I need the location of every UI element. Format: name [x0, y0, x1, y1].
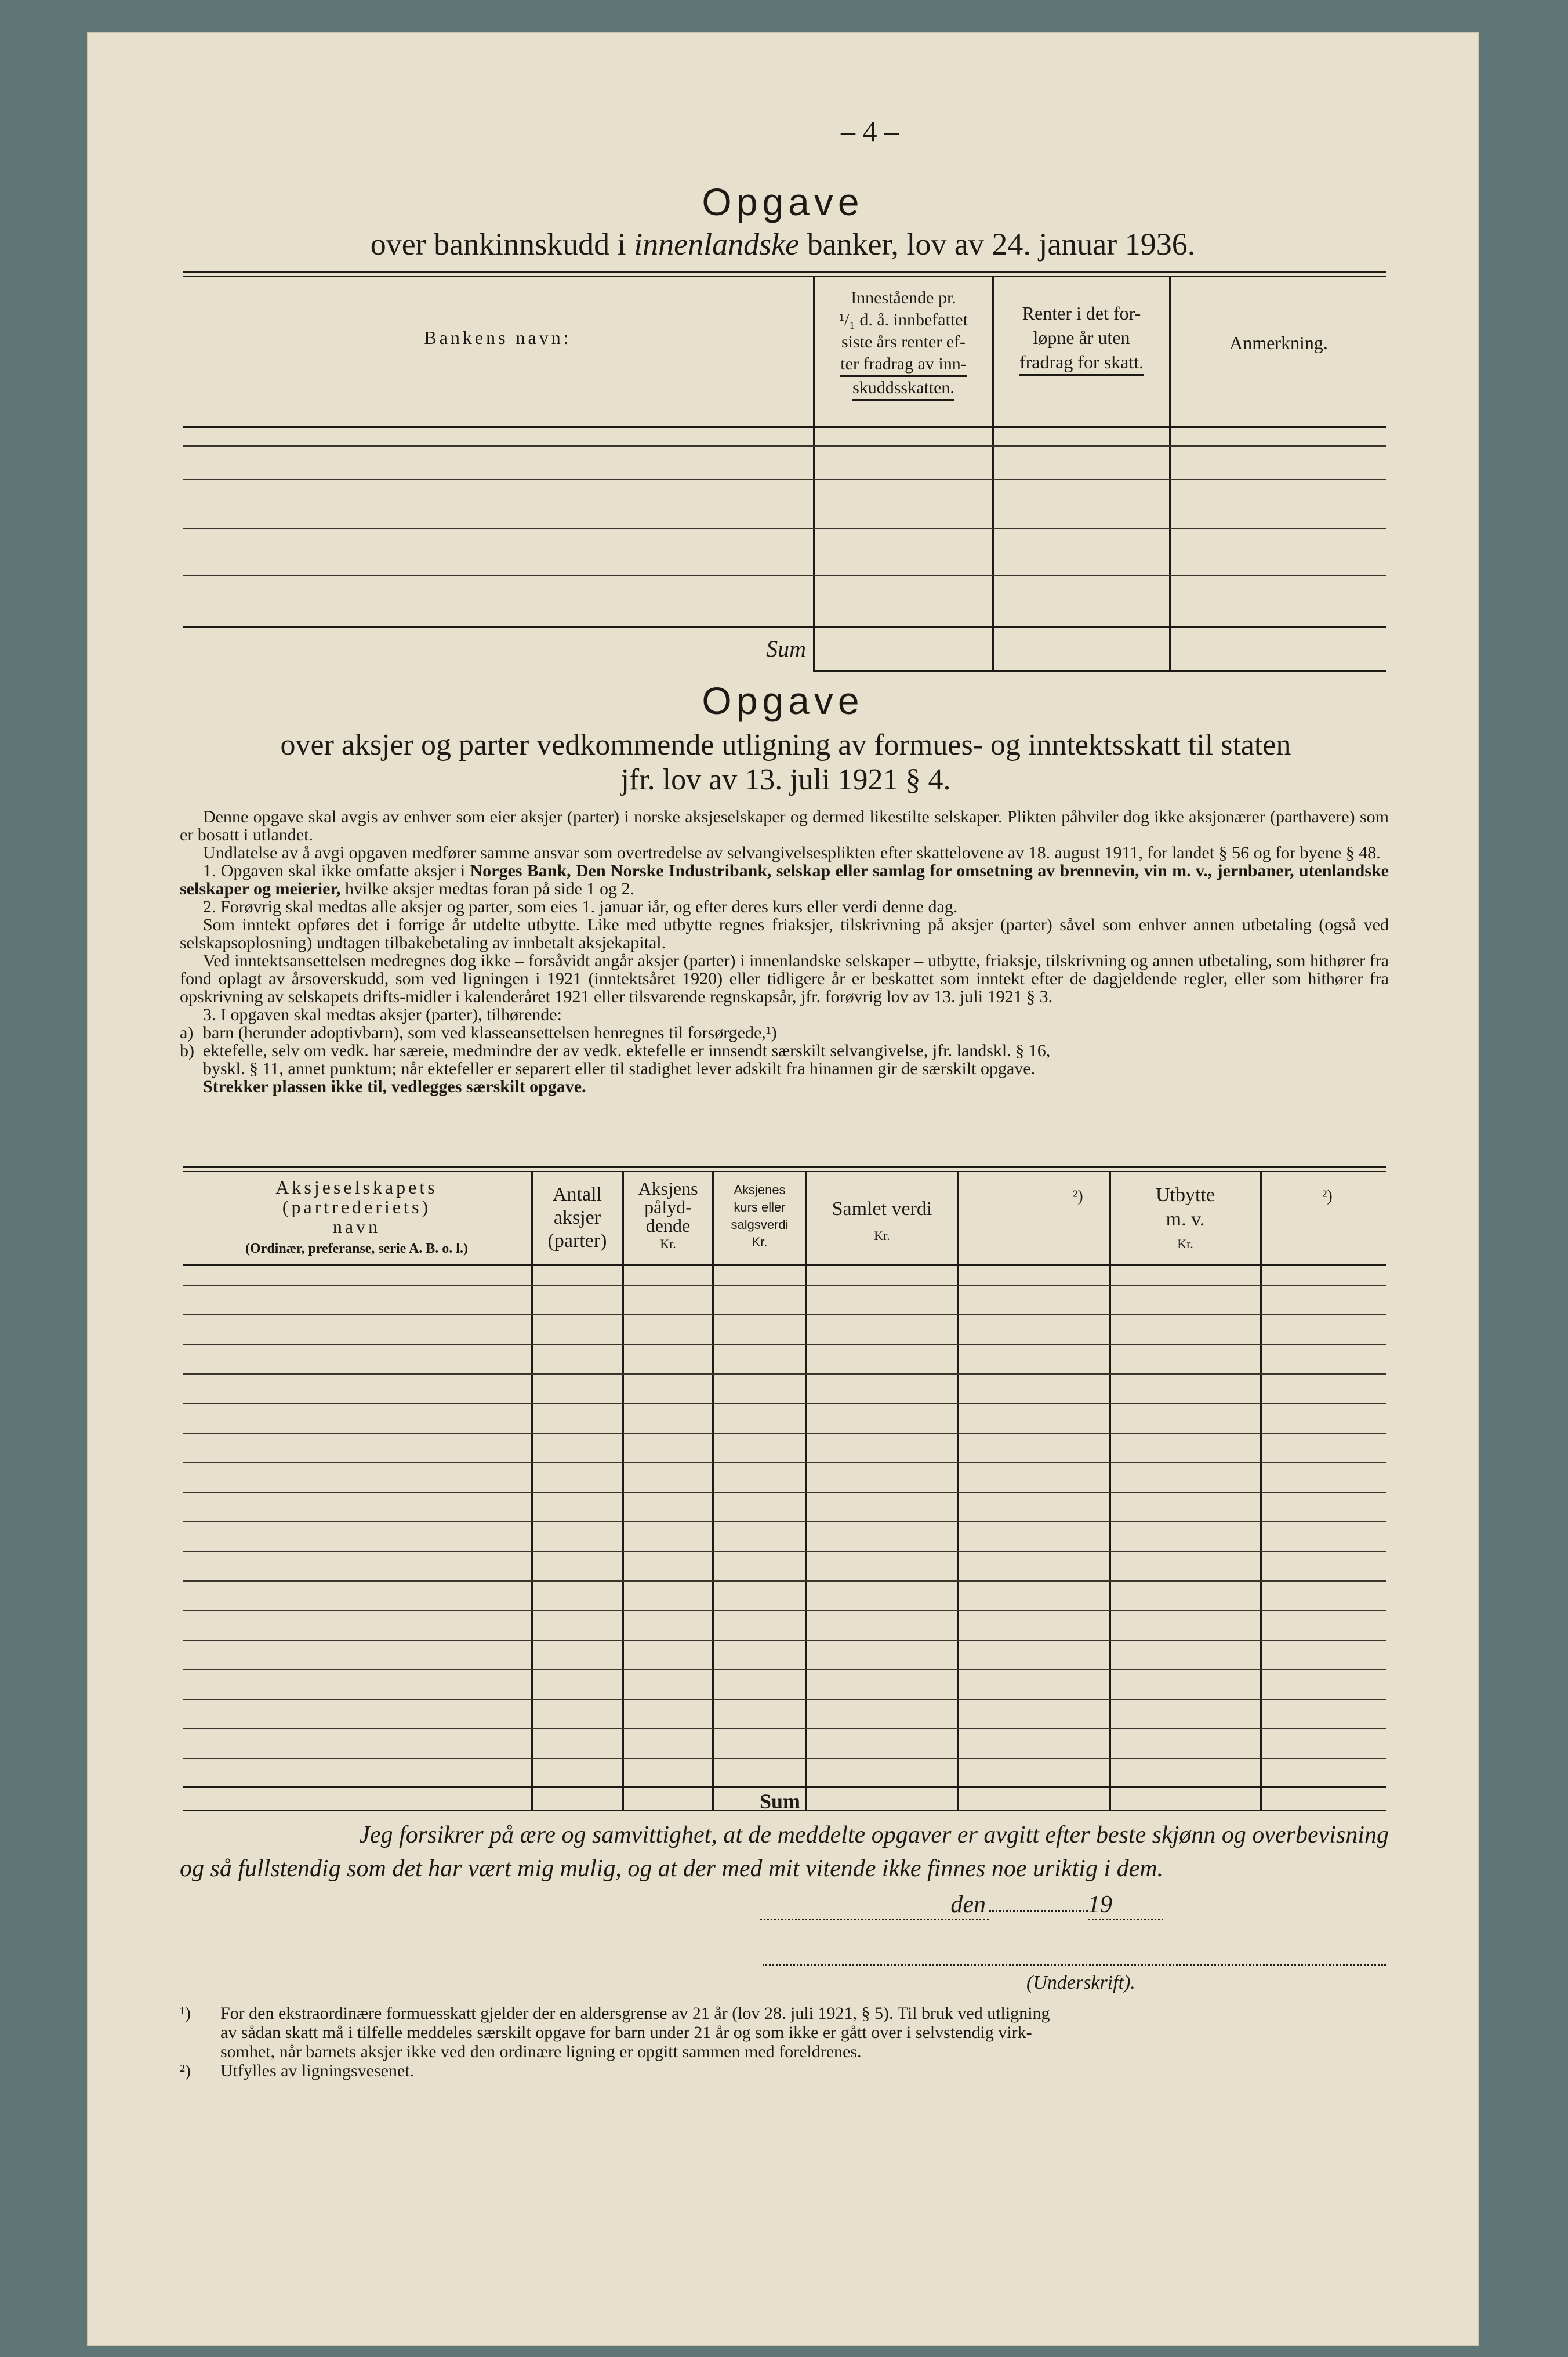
declaration-line: Jeg forsikrer på ære og samvittighet, at de meddelte opgaver er avgitt efter beste skjønn og overbevisning	[359, 1822, 1389, 1848]
footnote-line: av sådan skatt må i tilfelle meddeles særskilt opgave for barn under 21 år og som ikke er gått over i selvstendig virk-	[220, 2023, 1032, 2042]
shares-row-line	[183, 1462, 1386, 1463]
date-field[interactable]	[989, 1910, 1088, 1912]
header-line: pålyd-	[644, 1196, 692, 1217]
item-text: ektefelle, selv om vedk. har særeie, medmindre der av vedk. ektefelle er innsendt særskilt selvangivelse, jfr. landskl. § 16,	[203, 1041, 1051, 1060]
shares-row-line	[183, 1373, 1386, 1375]
footnote-1	[180, 2004, 1389, 2061]
footnote-line: For den ekstraordinære formuesskatt gjelder der en aldersgrense av 21 år (lov 28. juli 1921, § 5). Til bruk ved utligning	[220, 2004, 1050, 2023]
bank-row-line	[183, 445, 1386, 447]
footnote-mark: ²)	[180, 2061, 191, 2080]
shares-col-divider	[1260, 1172, 1262, 1810]
company-header-line: navn	[332, 1216, 381, 1237]
instruction-item-3b	[180, 1042, 1389, 1060]
extra-sheet-note: Strekker plassen ikke til, vedlegges særskilt opgave.	[203, 1077, 586, 1096]
shares-col-divider	[531, 1172, 533, 1810]
instruction-omission: Undlatelse av å avgi opgaven medfører samme ansvar som overtredelse av selvangivelsesplikten efter skattelovene av 18. august 1911, for landet § 56 og for byene § 48.	[203, 843, 1381, 862]
page-number: – 4 –	[841, 115, 899, 147]
item-text: hvilke aksjer medtas foran på side 1 og 2.	[340, 879, 634, 898]
footnote-ref-2: ²)	[1073, 1187, 1083, 1205]
bank-row-line	[183, 575, 1386, 576]
header-line: m. v.	[1166, 1209, 1205, 1230]
form-page	[87, 32, 1479, 2346]
shares-col-divider	[712, 1172, 714, 1810]
shares-col-divider	[957, 1172, 959, 1810]
shares-row-line	[183, 1580, 1386, 1582]
balance-header-line: ter fradrag av inn-	[840, 353, 966, 377]
subtitle-italic: innenlandske	[634, 227, 800, 262]
interest-header	[994, 301, 1169, 376]
header-line: Kr.	[660, 1236, 676, 1251]
instruction-item-1	[180, 862, 1389, 898]
instruction-item-2b: Som inntekt opføres det i forrige år utdelte utbytte. Like med utbytte regnes friaksjer, tilskrivning på aksjer (parter) såvel som enhver annen utbetaling (også ved selskapsoplosning) undtagen tilbakebetaling av innbetalt aksjekapital.	[180, 915, 1389, 952]
shares-table-top-rule	[183, 1166, 1386, 1168]
shares-sum-rule	[183, 1786, 1386, 1788]
shares-row-line	[183, 1403, 1386, 1404]
declaration-line: og så fullstendig som det har vært mig mulig, og at der med mit vitende ikke finnes noe uriktig i dem.	[180, 1855, 1164, 1882]
shares-table-top-rule-2	[183, 1171, 1386, 1172]
bank-section-subtitle	[87, 226, 1479, 262]
header-line: Kr.	[874, 1228, 890, 1243]
shares-row-line	[183, 1344, 1386, 1345]
instruction-item-3b-cont: byskl. § 11, annet punktum; når ektefeller er separert eller til stadighet lever adskilt fra hinannen gir de særskilt opgave.	[203, 1059, 1036, 1078]
instructions	[180, 808, 1389, 1096]
bank-row-line	[183, 479, 1386, 480]
interest-header-line: fradrag for skatt.	[1019, 350, 1144, 376]
shares-row-line	[183, 1669, 1386, 1670]
balance-header-line: siste års renter ef-	[841, 332, 966, 351]
shares-col-divider	[1109, 1172, 1111, 1810]
signature-field[interactable]	[763, 1959, 1386, 1966]
dividend-header	[1111, 1183, 1260, 1256]
company-header-line: Aksjeselskapets	[275, 1177, 438, 1198]
remark-header: Anmerkning.	[1229, 332, 1328, 353]
footnotes	[180, 2004, 1389, 2080]
shares-row-line	[183, 1728, 1386, 1729]
bank-section-title: Opgave	[702, 180, 864, 223]
subtitle-line: over aksjer og parter vedkommende utligning av formues- og inntektsskatt til staten	[280, 728, 1291, 762]
subtitle-part: banker, lov av 24. januar 1936.	[799, 227, 1196, 262]
face-value-header	[624, 1179, 712, 1253]
shares-col-divider	[805, 1172, 807, 1810]
header-line: Aksjens	[638, 1178, 698, 1199]
header-line: (parter)	[547, 1230, 607, 1252]
shares-row-line	[183, 1521, 1386, 1522]
bank-header-rule	[183, 426, 1386, 428]
list-label: b)	[180, 1041, 194, 1060]
footnote-line: somhet, når barnets aksjer ikke ved den ordinære ligning er opgitt sammen med foreldrenes.	[220, 2042, 862, 2061]
shares-header-rule	[183, 1264, 1386, 1266]
shares-row-line	[183, 1285, 1386, 1286]
balance-header-line: ¹/₁ d. å. innbefattet	[839, 310, 968, 329]
balance-header-line: Innestående pr.	[851, 288, 956, 307]
date-line	[760, 1891, 1163, 1920]
company-header-line: (partrederiets)	[282, 1196, 431, 1217]
signature-caption: (Underskrift).	[1026, 1972, 1135, 1993]
shares-row-line	[183, 1758, 1386, 1759]
header-line: Kr.	[752, 1235, 768, 1249]
header-line: salgsverdi	[731, 1217, 789, 1232]
footnote-ref-2: ²)	[1322, 1187, 1333, 1205]
shares-row-line	[183, 1492, 1386, 1493]
rate-header	[714, 1181, 805, 1251]
balance-header-line: skuddsskatten.	[852, 377, 954, 401]
header-line: Kr.	[1177, 1236, 1193, 1251]
bank-sum-rule	[183, 626, 1386, 628]
interest-header-line: Renter i det for-	[1022, 303, 1141, 324]
header-line: Samlet verdi	[832, 1198, 932, 1220]
footnote-mark: ¹)	[180, 2004, 191, 2023]
shares-col-divider	[622, 1172, 624, 1810]
shares-row-line	[183, 1610, 1386, 1611]
interest-header-line: løpne år uten	[1033, 327, 1130, 348]
shares-sum-label: Sum	[759, 1790, 800, 1813]
subtitle-part: over bankinnskudd i	[370, 227, 634, 262]
header-line: dende	[645, 1215, 691, 1236]
total-value-header	[807, 1198, 957, 1248]
shares-row-line	[183, 1433, 1386, 1434]
header-line: Utbytte	[1156, 1184, 1215, 1206]
header-line: Aksjenes	[734, 1183, 786, 1197]
footnote-2	[180, 2061, 1389, 2080]
item-text: barn (herunder adoptivbarn), som ved klasseansettelsen henregnes til forsørgede,¹)	[203, 1023, 777, 1042]
subtitle-line: jfr. lov av 13. juli 1921 § 4.	[620, 763, 951, 796]
company-header	[183, 1177, 531, 1259]
footnote-line: Utfylles av ligningsvesenet.	[220, 2061, 415, 2080]
item-text: 1. Opgaven skal ikke omfatte aksjer i	[203, 861, 470, 880]
shares-section-title: Opgave	[702, 679, 864, 722]
list-label: a)	[180, 1023, 194, 1042]
bank-sum-label: Sum	[766, 636, 806, 662]
instruction-item-2c: Ved inntektsansettelsen medregnes dog ikke – forsåvidt angår aksjer (parter) i innenlandske selskaper – utbytte, friaksje, tilskrivning og annen utbetaling, som hithører fra fond oplagt av årsoverskudd, som ved ligningen i 1921 (inntektsåret 1920) eller tidligere år er beskattet som inntekt efter de dagjeldende regler, eller som hithører fra opskrivning av selskapets drifts-midler i kalenderåret 1921 eller tilsvarende regnskapsår, jfr. forøvrig lov av 13. juli 1921 § 3.	[180, 951, 1389, 1006]
shares-row-line	[183, 1314, 1386, 1315]
balance-header	[815, 287, 992, 401]
bank-table-top-rule-2	[183, 276, 1386, 277]
share-count-header	[533, 1183, 622, 1253]
item-bold-text: Norges Bank, Den Norske Industribank, selskap eller samlag for omsetning av brennevin, vin m. v., jernbaner, utenlandske selskaper og meierier,	[180, 861, 1389, 898]
instruction-item-2: 2. Forøvrig skal medtas alle aksjer og parter, som eies 1. januar iår, og efter deres kurs eller verdi denne dag.	[203, 897, 958, 916]
company-header-line: (Ordinær, preferanse, serie A. B. o. l.)	[245, 1241, 468, 1256]
bank-table-top-rule	[183, 271, 1386, 273]
shares-section-subtitle	[180, 728, 1392, 797]
header-line: aksjer	[553, 1207, 601, 1228]
bank-name-header: Bankens navn:	[424, 327, 572, 348]
instruction-item-3a	[180, 1024, 1389, 1042]
header-line: Antall	[553, 1184, 602, 1205]
bank-sum-bottom-rule	[813, 670, 1386, 672]
declaration	[180, 1818, 1389, 1885]
shares-row-line	[183, 1640, 1386, 1641]
header-line: kurs eller	[734, 1200, 786, 1214]
date-den-field[interactable]: den	[760, 1891, 989, 1920]
instruction-intro: Denne opgave skal avgis av enhver som eier aksjer (parter) i norske aksjeselskaper og dermed likestilte selskaper. Plikten påhviler dog ikke aksjonærer (parthavere) som er bosatt i utlandet.	[180, 807, 1389, 844]
date-year-field[interactable]: 19	[1088, 1891, 1163, 1920]
shares-row-line	[183, 1699, 1386, 1700]
instruction-item-3: 3. I opgaven skal medtas aksjer (parter), tilhørende:	[203, 1005, 562, 1024]
shares-row-line	[183, 1551, 1386, 1552]
bank-row-line	[183, 528, 1386, 529]
